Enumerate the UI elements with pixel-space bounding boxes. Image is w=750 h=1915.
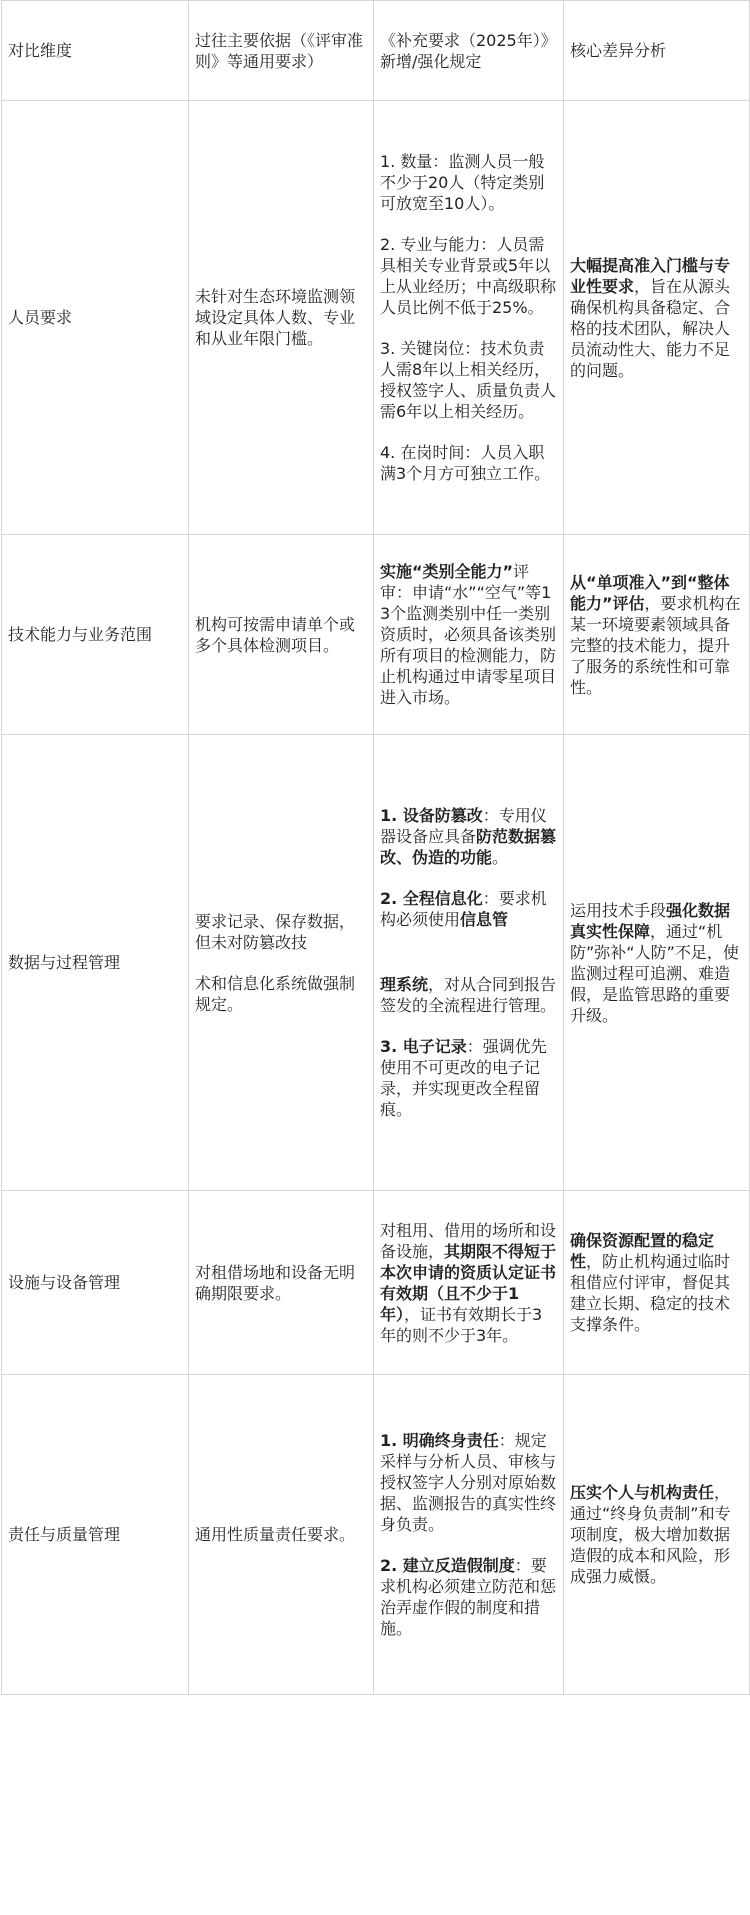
analysis-highlight: 大幅提高准入门槛与专业性要求 [570,255,731,296]
analysis-highlight: 从“单项准入”到“整体能力”评估 [570,572,730,613]
analysis-highlight: 确保资源配置的稳定性 [570,1231,715,1271]
header-past: 过往主要依据（《评审准则》等通用要求） [189,1,374,101]
past-text: 要求记录、保存数据，但未对防篡改技 [195,911,356,952]
new-highlight: 3. 电子记录 [380,1037,467,1056]
past-text: 术和信息化系统做强制规定。 [195,973,356,1014]
new-highlight: 实施“类别全能力” [380,562,514,581]
row-analysis [564,735,750,1191]
row-new [374,1375,564,1695]
table-row [2,735,750,1191]
row-new [374,1191,564,1375]
new-item [380,1036,557,1120]
table-row [2,1375,750,1695]
row-analysis [564,101,750,535]
analysis-text: ，通过“终身负责制”和专项制度，极大增加数据造假的成本和风险，形成强力威慑。 [570,1483,731,1586]
new-highlight: 2. 建立反造假制度 [380,1556,515,1575]
new-text: 对租用、借用的场所和设备设施， [380,1220,557,1261]
row-new [374,735,564,1191]
analysis-text: 运用技术手段 [570,900,667,920]
row-past: 未针对生态环境监测领域设定具体人数、专业和从业年限门槛。 [189,101,374,535]
row-analysis [564,1191,750,1375]
row-dimension: 数据与过程管理 [2,735,189,1191]
new-highlight: 1. 明确终身责任 [380,1431,499,1450]
row-new [374,101,564,535]
new-text: ：强调优先使用不可更改的电子记录，并实现更改全程留痕。 [380,1037,547,1119]
new-item [380,974,557,1016]
new-text: ：规定采样与分析人员、审核与授权签字人分别对原始数据、监测报告的真实性终身负责。 [380,1431,557,1534]
new-text: ，对从合同到报告签发的全流程进行管理。 [380,975,557,1015]
header-analysis: 核心差异分析 [564,1,750,101]
analysis-highlight: 强化数据真实性保障 [570,900,731,941]
new-item: 3. 关键岗位：技术负责人需8年以上相关经历，授权签字人、质量负责人需6年以上相关经历。 [380,339,557,421]
new-highlight: 1. 设备防篡改 [380,806,483,825]
analysis-text: ，通过“机防”弥补“人防”不足，使监测过程可追溯、难造假，是监管思路的重要升级。 [570,921,739,1025]
new-item [380,1555,557,1639]
row-dimension: 责任与质量管理 [2,1375,189,1695]
table-row [2,1191,750,1375]
table-header-row [2,1,750,101]
new-item: 1. 数量：监测人员一般不少于20人（特定类别可放宽至10人）。 [380,152,545,213]
new-item [380,888,557,930]
row-analysis [564,1375,750,1695]
analysis-text: ，防止机构通过临时租借应付评审，督促其建立长期、稳定的技术支撑条件。 [570,1252,731,1334]
analysis-text: ，旨在从源头确保机构具备稳定、合格的技术团队，解决人员流动性大、能力不足的问题。 [570,276,731,380]
new-highlight: 信息管 [460,910,509,929]
row-analysis [564,535,750,735]
new-text: 。 [492,848,509,867]
new-text: ：要求机构必须建立防范和惩治弄虚作假的制度和措施。 [380,1556,557,1638]
table-row [2,535,750,735]
comparison-table [1,0,750,1695]
row-past [189,735,374,1191]
row-dimension: 技术能力与业务范围 [2,535,189,735]
row-past: 通用性质量责任要求。 [189,1375,374,1695]
new-highlight: 理系统 [380,975,429,994]
new-text: ：专用仪器设备应具备 [380,806,547,846]
new-item: 2. 专业与能力：人员需具相关专业背景或5年以上从业经历；中高级职称人员比例不低于25%。 [380,235,557,317]
row-dimension: 设施与设备管理 [2,1191,189,1375]
new-item [380,805,557,868]
analysis-highlight: 压实个人与机构责任 [570,1483,715,1502]
header-new: 《补充要求（2025年）》新增/强化规定 [374,1,564,101]
table-row [2,101,750,535]
row-new [374,535,564,735]
row-past: 对租借场地和设备无明确期限要求。 [189,1191,374,1375]
new-text: ：要求机构必须使用 [380,889,547,929]
new-highlight: 2. 全程信息化 [380,889,483,908]
new-text: ，证书有效期长于3年的则不少于3年。 [380,1304,543,1345]
new-text: 评审：申请“水”“空气”等13个监测类别中任一类别资质时，必须具备该类别所有项目的检测能力，防止机构通过申请零星项目进入市场。 [380,562,557,707]
analysis-text: ，要求机构在某一环境要素领域具备完整的技术能力，提升了服务的系统性和可靠性。 [570,593,741,697]
new-highlight: 防范数据篡改、伪造的功能 [380,827,557,867]
header-dimension: 对比维度 [2,1,189,101]
new-highlight: 其期限不得短于本次申请的资质认定证书有效期（且不少于1年） [380,1241,557,1324]
new-item: 4. 在岗时间：人员入职满3个月方可独立工作。 [380,443,551,483]
row-past: 机构可按需申请单个或多个具体检测项目。 [189,535,374,735]
new-item [380,1430,557,1535]
row-dimension: 人员要求 [2,101,189,535]
